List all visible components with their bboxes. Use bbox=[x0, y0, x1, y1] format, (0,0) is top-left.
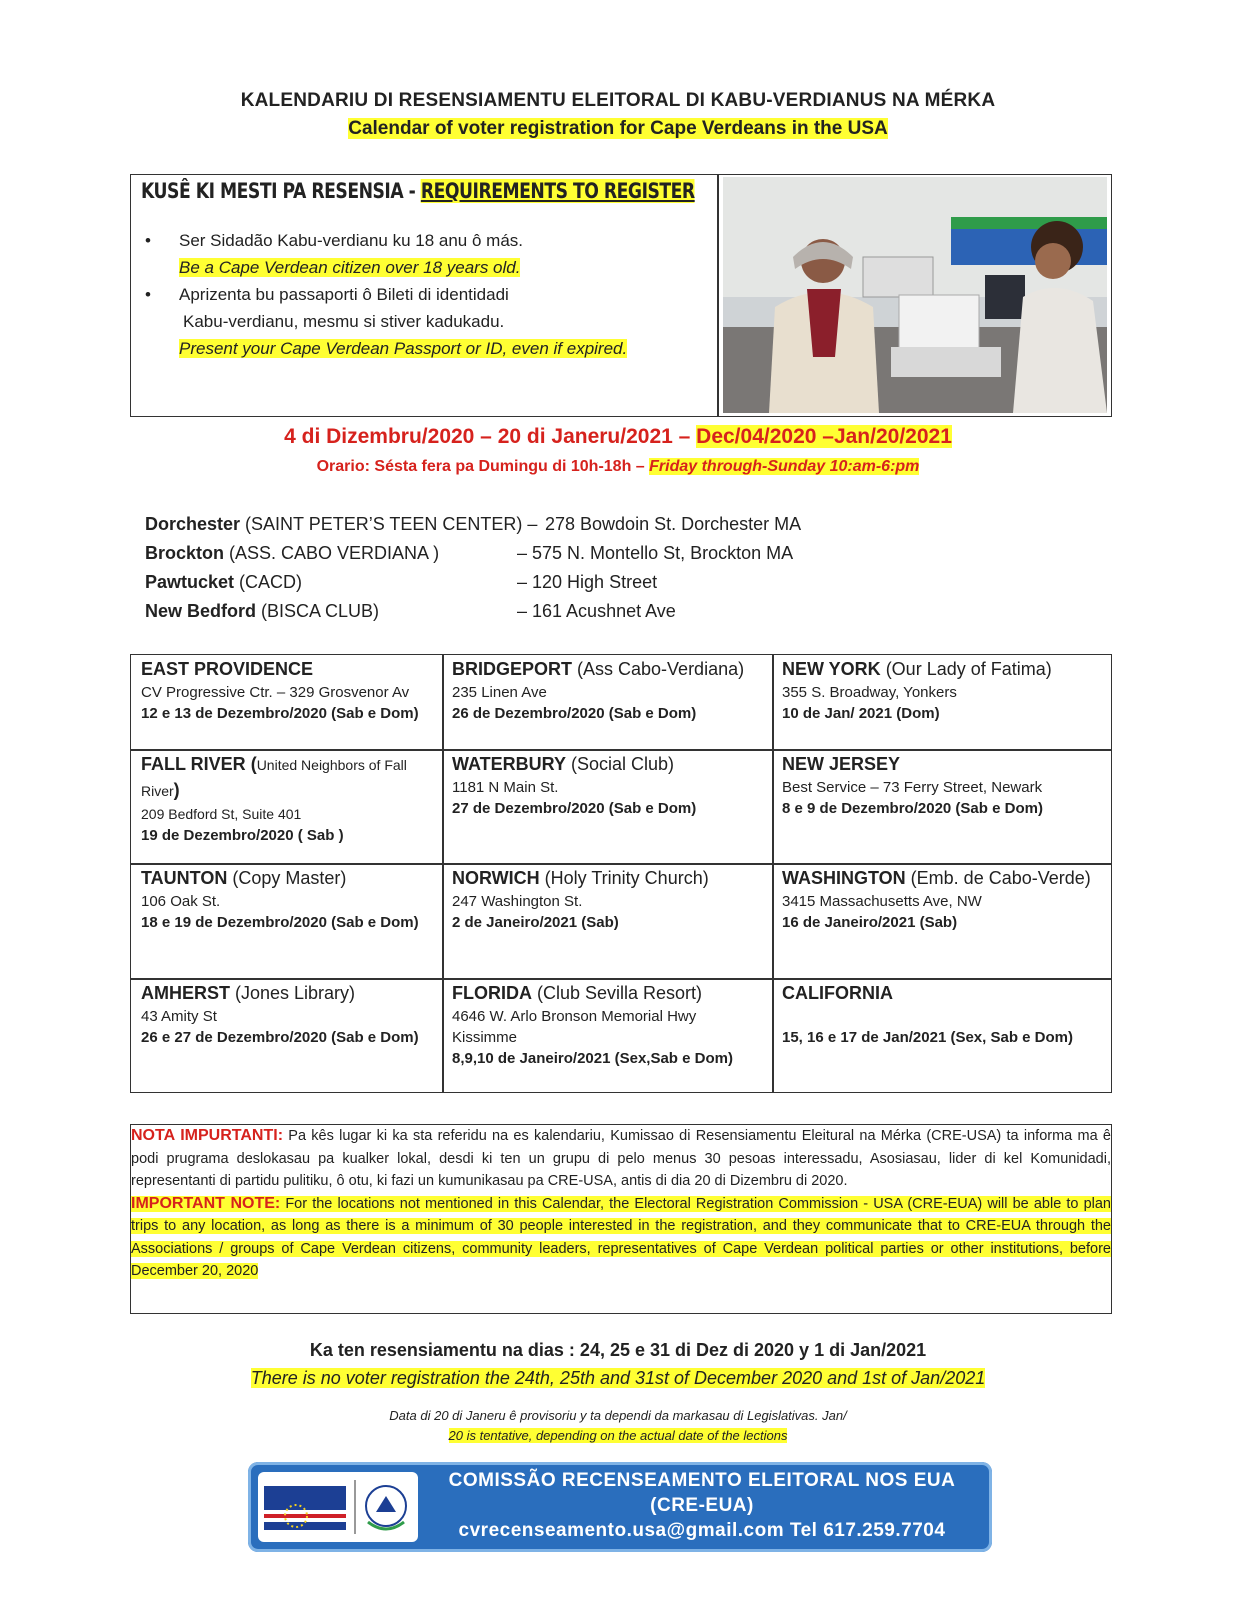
document-title: KALENDARIU DI RESENSIAMENTU ELEITORAL DI KABU-VERDIANUS NA MÉRKA bbox=[240, 90, 996, 111]
grid-cell: NORWICH (Holy Trinity Church) 247 Washington St. 2 de Janeiro/2021 (Sab) bbox=[452, 868, 709, 931]
document-subtitle: Calendar of voter registration for Cape Verdeans in the USA bbox=[348, 118, 888, 139]
grid-cell: AMHERST (Jones Library) 43 Amity St 26 e 27 de Dezembro/2020 (Sab e Dom) bbox=[141, 983, 419, 1046]
location-address: – 120 High Street bbox=[517, 572, 658, 592]
requirements-box bbox=[130, 174, 1112, 417]
location-address: – 575 N. Montello St, Brockton MA bbox=[517, 543, 794, 563]
important-note bbox=[130, 1124, 1112, 1314]
location-row: Dorchester (SAINT PETER’S TEEN CENTER) – bbox=[145, 514, 538, 534]
grid-cell: CALIFORNIA 15, 16 e 17 de Jan/2021 (Sex, Sab e Dom) bbox=[782, 983, 1073, 1046]
grid-cell: WATERBURY (Social Club) 1181 N Main St. 27 de Dezembro/2020 (Sab e Dom) bbox=[452, 754, 697, 817]
grid-cell: BRIDGEPORT (Ass Cabo-Verdiana) 235 Linen Ave 26 de Dezembro/2020 (Sab e Dom) bbox=[452, 659, 745, 722]
requirements-heading: KUSÊ KI MESTI PA RESENSIA - REQUIREMENTS TO REGISTER bbox=[141, 179, 695, 203]
location-address: – 161 Acushnet Ave bbox=[517, 601, 676, 621]
registration-period: 4 di Dizembru/2020 – 20 di Janeru/2021 – Dec/04/2020 –Jan/20/2021 bbox=[284, 425, 952, 448]
note-kv: NOTA IMPURTANTI: Pa kês lugar ki ka sta referidu na es kalendariu, Kumissao di Resensiamentu Eleitural na Mérka (CRE-USA) ta informa ma ê podi prugrama deslokasau pa kualker lokal, desdi ki ten un grupu di pelo menus 30 pesoas interessadu, Asosiasau, lider di kel Komunidadi, representanti di partidu pulitiku, ô otu, ki fazi un kumunikasau pa CRE-USA, antis di dia 20 di Dizembru di 2020. bbox=[131, 1127, 1111, 1189]
no-registration-kv: Ka ten resensiamentu na dias : 24, 25 e 31 di Dez di 2020 y 1 di Jan/2021 bbox=[309, 1340, 927, 1360]
box-divider bbox=[717, 175, 719, 416]
location-row: Brockton (ASS. CABO VERDIANA ) bbox=[145, 543, 440, 563]
requirement-item: • Ser Sidadão Kabu-verdianu ku 18 anu ô más. Be a Cape Verdean citizen over 18 years old. bbox=[141, 227, 701, 281]
footnote-line1: Data di 20 di Janeru ê provisoriu y ta dependi da markasau di Legislativas. Jan/ bbox=[389, 1408, 847, 1423]
grid-cell: TAUNTON (Copy Master) 106 Oak St. 18 e 19 de Dezembro/2020 (Sab e Dom) bbox=[141, 868, 419, 931]
footnote-line2: 20 is tentative, depending on the actual date of the lections bbox=[448, 1428, 788, 1443]
bullet-icon: • bbox=[145, 285, 151, 304]
grid-cell: NEW YORK (Our Lady of Fatima) 355 S. Broadway, Yonkers 10 de Jan/ 2021 (Dom) bbox=[782, 659, 1052, 722]
no-registration-en: There is no voter registration the 24th, 25th and 31st of December 2020 and 1st of Jan/2021 bbox=[250, 1368, 986, 1388]
registration-photo bbox=[723, 177, 1107, 413]
location-row: New Bedford (BISCA CLUB) bbox=[145, 601, 380, 621]
grid-cell: WASHINGTON (Emb. de Cabo-Verde) 3415 Massachusetts Ave, NW 16 de Janeiro/2021 (Sab) bbox=[782, 868, 1091, 931]
location-row: Pawtucket (CACD) bbox=[145, 572, 303, 592]
location-address: 278 Bowdoin St. Dorchester MA bbox=[545, 514, 802, 534]
grid-cell: EAST PROVIDENCE CV Progressive Ctr. – 329 Grosvenor Av 12 e 13 de Dezembro/2020 (Sab e Dom) bbox=[141, 659, 419, 722]
cape-verde-flag-icon bbox=[258, 1472, 418, 1542]
requirements-list bbox=[141, 227, 701, 362]
bullet-icon: • bbox=[145, 231, 151, 250]
commission-banner bbox=[248, 1462, 992, 1552]
banner-logos bbox=[258, 1472, 418, 1542]
grid-cell: FALL RIVER (United Neighbors of Fall River) 209 Bedford St, Suite 401 19 de Dezembro/2020 ( Sab ) bbox=[141, 754, 407, 844]
grid-cell: FLORIDA (Club Sevilla Resort) 4646 W. Arlo Bronson Memorial Hwy Kissimme 8,9,10 de Janeiro/2021 (Sex,Sab e Dom) bbox=[452, 983, 733, 1067]
requirement-item: • Aprizenta bu passaporti ô Bileti di identidadi Kabu-verdianu, mesmu si stiver kadukadu. Present your Cape Verdean Passport or ID, even if expired. bbox=[141, 281, 701, 362]
locations-grid bbox=[130, 654, 1112, 1093]
note-en: IMPORTANT NOTE: For the locations not mentioned in this Calendar, the Electoral Registration Commission - USA (CRE-EUA) will be able to plan trips to any location, as long as there is a minimum of 30 people interested in the registration, and they communicate that to CRE-EUA through the Associations / groups of Cape Verdean citizens, community leaders, representatives of Cape Verdean political parties or other institutions, before December 20, 2020 bbox=[131, 1194, 1111, 1279]
grid-cell: NEW JERSEY Best Service – 73 Ferry Street, Newark 8 e 9 de Dezembro/2020 (Sab e Dom) bbox=[782, 754, 1043, 817]
banner-text: COMISSÃO RECENSEAMENTO ELEITORAL NOS EUA (CRE-EUA) cvrecenseamento.usa@gmail.com Tel 617.259.7704 bbox=[448, 1470, 956, 1541]
registration-hours: Orario: Sésta fera pa Dumingu di 10h-18h – Friday through-Sunday 10:am-6:pm bbox=[316, 458, 920, 475]
